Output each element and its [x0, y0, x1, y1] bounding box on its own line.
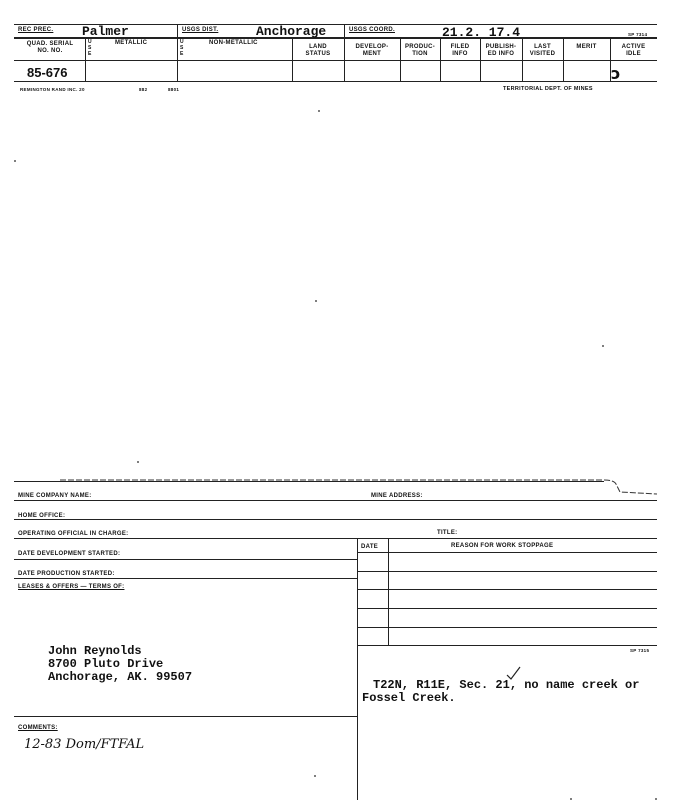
reason-column-header: REASON FOR WORK STOPPAGE [451, 543, 554, 549]
column-header-rule [14, 60, 657, 61]
rule [357, 589, 657, 590]
location-note: T22N, R11E, Sec. 21, no name creek or [373, 678, 640, 692]
usgs-coord-value: 21.2. 17.4 [442, 25, 521, 40]
printer-code: 8801 [168, 87, 180, 92]
leases-label: LEASES & OFFERS — TERMS OF: [18, 584, 125, 590]
mine-company-label: MINE COMPANY NAME: [18, 493, 92, 499]
date-prod-started-label: DATE PRODUCTION STARTED: [18, 571, 115, 577]
record-row-rule [14, 81, 657, 82]
card-top-rule [14, 481, 604, 482]
handwritten-comment: 12-83 Dom/FTFAL [24, 737, 145, 752]
metallic-header: METALLIC [115, 40, 148, 46]
merit-header: MERIT [576, 44, 597, 50]
usgs-coord-label: USGS COORD. [349, 27, 395, 33]
speck [602, 345, 604, 347]
comments-label: COMMENTS: [18, 725, 58, 731]
printer-code: 882 [139, 87, 148, 92]
printer-imprint: REMINGTON RAND INC. 20 [20, 87, 85, 92]
rule [14, 500, 657, 501]
address-name: John Reynolds [48, 644, 142, 658]
speck [655, 798, 657, 800]
checkmark-icon [505, 665, 521, 681]
rule [357, 571, 657, 572]
form-number: SP 7314 [628, 32, 648, 37]
mine-address-label: MINE ADDRESS: [371, 493, 423, 499]
address-city: Anchorage, AK. 99507 [48, 670, 193, 684]
divider [357, 538, 358, 800]
rule [14, 538, 657, 539]
rule [357, 627, 657, 628]
speck [315, 300, 317, 302]
rule [14, 578, 357, 579]
speck [570, 798, 572, 800]
active-idle-mark: ɔ [611, 64, 621, 83]
rule [357, 608, 657, 609]
speck [314, 775, 316, 777]
production-header: PRODUC- TION [404, 44, 436, 57]
rec-prec-value: Palmer [82, 24, 129, 39]
date-column-header: DATE [361, 544, 379, 550]
filed-info-header: FILED INFO [450, 44, 470, 57]
date-dev-started-label: DATE DEVELOPMENT STARTED: [18, 551, 121, 557]
divider [177, 24, 178, 81]
form-number: SP 7315 [630, 648, 650, 653]
published-info-header: PUBLISH- ED INFO [485, 44, 517, 57]
speck [137, 461, 139, 463]
rec-prec-label: REC PREC. [18, 27, 54, 33]
usgs-dist-label: USGS DIST. [182, 27, 219, 33]
card-edge-line [14, 474, 658, 496]
land-status-header: LAND STATUS [305, 44, 331, 57]
operating-official-label: OPERATING OFFICIAL IN CHARGE: [18, 531, 129, 537]
speck [318, 110, 320, 112]
last-visited-header: LAST VISITED [529, 44, 556, 57]
speck [14, 160, 16, 162]
use-header: U S E [88, 39, 92, 57]
address-street: 8700 Pluto Drive [48, 657, 164, 671]
divider [388, 538, 389, 646]
serial-number: 85-676 [27, 65, 68, 80]
divider [85, 37, 86, 81]
non-metallic-header: NON-METALLIC [209, 40, 258, 46]
department-name: TERRITORIAL DEPT. OF MINES [503, 86, 593, 92]
rule [14, 559, 357, 560]
home-office-label: HOME OFFICE: [18, 513, 66, 519]
rule [14, 716, 357, 717]
quad-serial-header: QUAD. SERIAL NO. NO. [26, 41, 74, 54]
use-header: U S E [180, 39, 184, 57]
title-label: TITLE: [437, 530, 458, 536]
active-idle-header: ACTIVE IDLE [621, 44, 646, 57]
rule [357, 645, 657, 646]
usgs-dist-value: Anchorage [256, 24, 327, 39]
location-note: Fossel Creek. [362, 691, 456, 705]
development-header: DEVELOP- MENT [355, 44, 389, 57]
rule [357, 552, 657, 553]
rule [14, 519, 657, 520]
